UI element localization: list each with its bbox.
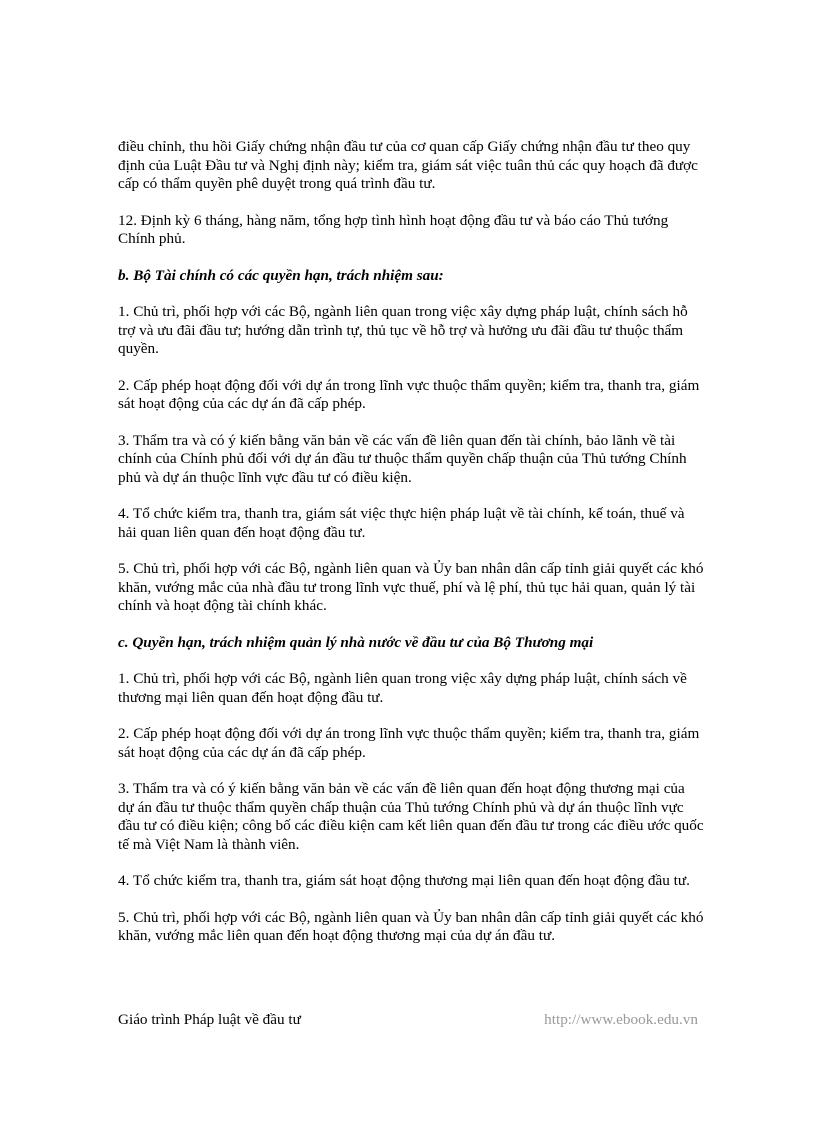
- paragraph-c-4: 4. Tổ chức kiểm tra, thanh tra, giám sát hoạt động thương mại liên quan đến hoạt động đầu tư.: [118, 872, 690, 889]
- paragraph-b-2: 2. Cấp phép hoạt động đối với dự án trong lĩnh vực thuộc thẩm quyền; kiểm tra, thanh tra, giám sát hoạt động của các dự án đã cấp phép.: [118, 376, 700, 412]
- section-heading-c: c. Quyền hạn, trách nhiệm quản lý nhà nước về đầu tư của Bộ Thương mại: [118, 633, 594, 651]
- paragraph-b-4: 4. Tổ chức kiểm tra, thanh tra, giám sát việc thực hiện pháp luật về tài chính, kế toán, thuế và hải quan liên quan đến hoạt động đầu tư.: [118, 505, 685, 541]
- paragraph-c-3: 3. Thẩm tra và có ý kiến bằng văn bản về các vấn đề liên quan đến hoạt động thương mại của dự án đầu tư thuộc thẩm quyền chấp thuận của Thủ tướng Chính phủ và dự án thuộc lĩnh vực đầu tư có điều kiện; công bố các điều kiện cam kết liên quan đến đầu tư trong các điều ước quốc tế mà Việt Nam là thành viên.: [118, 780, 704, 853]
- document-body: [118, 138, 704, 964]
- paragraph-item-12: 12. Định kỳ 6 tháng, hàng năm, tổng hợp tình hình hoạt động đầu tư và báo cáo Thủ tướng Chính phủ.: [118, 211, 669, 247]
- paragraph-b-3: 3. Thẩm tra và có ý kiến bằng văn bản về các vấn đề liên quan đến tài chính, bảo lãnh về tài chính của Chính phủ đối với dự án đầu tư thuộc thẩm quyền chấp thuận của Thủ tướng Chính phủ và dự án thuộc lĩnh vực đầu tư có điều kiện.: [118, 431, 687, 486]
- paragraph-b-1: 1. Chủ trì, phối hợp với các Bộ, ngành liên quan trong việc xây dựng pháp luật, chính sách hỗ trợ và ưu đãi đầu tư; hướng dẫn trình tự, thủ tục về hỗ trợ và hưởng ưu đãi đầu tư thuộc thẩm quyền.: [118, 303, 688, 357]
- paragraph-c-5: 5. Chủ trì, phối hợp với các Bộ, ngành liên quan và Ủy ban nhân dân cấp tỉnh giải quyết các khó khăn, vướng mắc liên quan đến hoạt động thương mại của dự án đầu tư.: [118, 908, 704, 944]
- footer-book-title: Giáo trình Pháp luật về đầu tư: [118, 1011, 301, 1028]
- section-heading-b: b. Bộ Tài chính có các quyền hạn, trách nhiệm sau:: [118, 266, 444, 284]
- paragraph-b-5: 5. Chủ trì, phối hợp với các Bộ, ngành liên quan và Ủy ban nhân dân cấp tỉnh giải quyết các khó khăn, vướng mắc của nhà đầu tư trong lĩnh vực thuế, phí và lệ phí, thủ tục hải quan, quản lý tài chính và hoạt động tài chính khác.: [118, 560, 704, 614]
- paragraph-c-1: 1. Chủ trì, phối hợp với các Bộ, ngành liên quan trong việc xây dựng pháp luật, chính sách về thương mại liên quan đến hoạt động đầu tư.: [118, 670, 687, 706]
- footer-url: http://www.ebook.edu.vn: [544, 1011, 698, 1028]
- paragraph-continuation: điều chỉnh, thu hồi Giấy chứng nhận đầu tư của cơ quan cấp Giấy chứng nhận đầu tư theo quy định của Luật Đầu tư và Nghị định này; kiểm tra, giám sát việc tuân thủ các quy hoạch đã được cấp có thẩm quyền phê duyệt trong quá trình đầu tư.: [118, 138, 698, 192]
- paragraph-c-2: 2. Cấp phép hoạt động đối với dự án trong lĩnh vực thuộc thẩm quyền; kiểm tra, thanh tra, giám sát hoạt động của các dự án đã cấp phép.: [118, 725, 700, 761]
